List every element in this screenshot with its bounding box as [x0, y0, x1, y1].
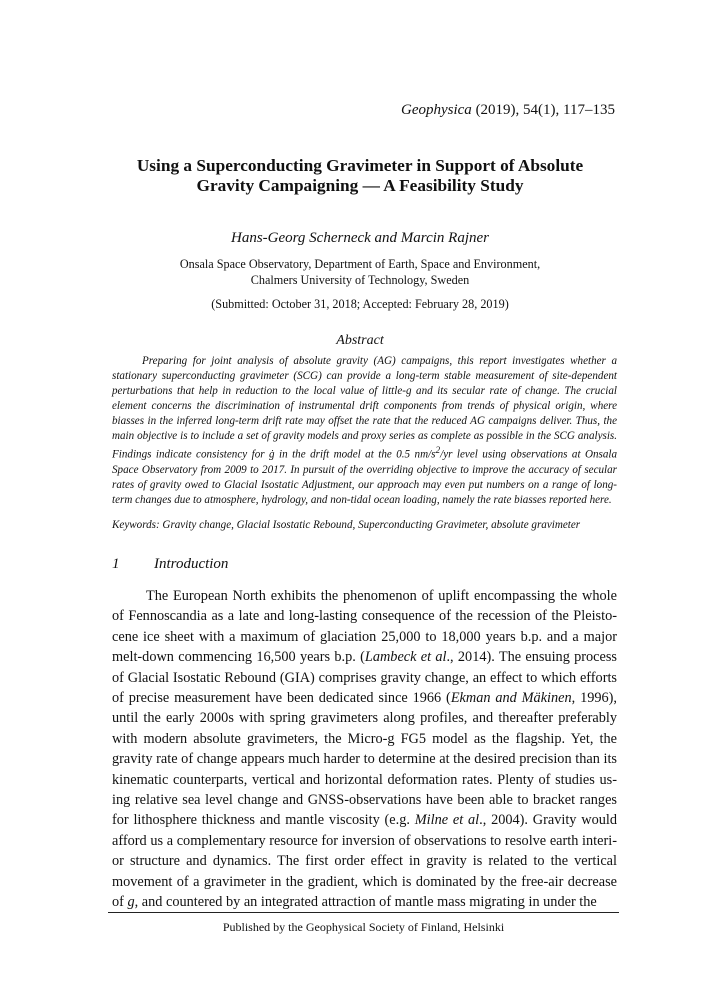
keywords: Keywords: Gravity change, Glacial Isostatic Rebound, Superconducting Gravimeter, absolute gravimeter: [112, 519, 581, 531]
abstract-part-1: Preparing for joint analysis of absolute gravity (AG) campaigns, this report investigates whether a stationary superconducting gravimeter (SCG) can provide a long-term stable measurement of site-dependent perturbations that help in reduction to the local value of little-g and its secular rate of change. The crucial element concerns the discrimination of instrumental drift components from trends of physical origin, where biasses in the inferred long-term drift rate may offset the rate that the reduced AG campaigns deliver. Thus, the main objective is to include a set of gravity models and proxy series as complete as possible in the SCG analysis. Findings indicate consistency for: [112, 355, 617, 461]
g-dot-symbol: ġ: [269, 448, 275, 461]
intro-text-3: , 1996), until the early 2000s with spring gravimeters along profiles, and thereafter preferably with modern absolute gravimeters, the Micro-g FG5 model as the flagship. Yet, the gravity rate of change appears much harder to determine at the desired precision than its kinematic counterparts, vertical and horizontal deformation rates. Plenty of studies us-ing relative sea level change and GNSS-observations have been able to bracket ranges for lithosphere thickness and mantle viscosity (e.g.: [112, 690, 617, 829]
footer-publisher: Published by the Geophysical Society of Finland, Helsinki: [222, 920, 505, 934]
abstract-superscript: 2: [435, 446, 441, 456]
citation-lambeck: Lambeck et al: [364, 649, 447, 666]
section-title: Introduction: [154, 556, 229, 572]
paper-title: [90, 156, 630, 196]
intro-text-2: ., 2014). The ensuing process of Glacial Isostatic Rebound (GIA) comprises gravity change, an effect to which efforts of precise measurement have been dedicated since 1966 (: [112, 649, 617, 707]
citation-milne: Milne et al: [414, 812, 480, 829]
affiliation: [90, 256, 630, 288]
section-number: 1: [112, 556, 120, 572]
abstract-heading: Abstract: [336, 333, 384, 348]
journal-citation: [401, 102, 615, 119]
affiliation-line-2: Chalmers University of Technology, Sweden: [250, 273, 470, 287]
intro-paragraph: [112, 586, 617, 913]
affiliation-line-1: Onsala Space Observatory, Department of Earth, Space and Environment,: [179, 257, 541, 271]
g-symbol: g: [127, 894, 135, 911]
abstract-text: [112, 354, 617, 508]
section-heading: [112, 556, 228, 573]
journal-name: Geophysica: [401, 102, 472, 118]
volume-pages: (2019), 54(1), 117–135: [471, 102, 615, 118]
intro-text-5: , and countered by an integrated attraction of mantle mass migrating in under the: [134, 894, 597, 911]
abstract-part-2: in the drift model at the 0.5 nm/s: [274, 448, 436, 461]
submission-dates: (Submitted: October 31, 2018; Accepted: February 28, 2019): [211, 297, 509, 311]
footer-rule: [108, 912, 619, 913]
title-line-1: Using a Superconducting Gravimeter in Support of Absolute: [136, 156, 584, 175]
intro-text-1: The European North exhibits the phenomenon of uplift encompassing the whole of Fennoscandia as a late and long-lasting consequence of the recession of the Pleisto-cene ice sheet with a maximum of glaciation 25,000 to 18,000 years b.p. and a major melt-down commencing 16,500 years b.p. (: [112, 588, 617, 666]
intro-text-4: ., 2004). Gravity would afford us a complementary resource for inversion of observations to resolve earth interi-or structure and dynamics. The first order effect in gravity is related to the vertical movement of a gravimeter in the gradient, which is dominated by the free-air decrease of: [112, 812, 617, 911]
title-line-2: Gravity Campaigning — A Feasibility Study: [196, 176, 524, 195]
citation-ekman: Ekman and Mäkinen: [450, 690, 572, 707]
authors: Hans-Georg Scherneck and Marcin Rajner: [231, 230, 489, 246]
abstract-part-3: /yr level using observations at Onsala Space Observatory from 2009 to 2017. In pursuit of the overriding objective to improve the accuracy of secular rates of gravity owed to Glacial Isostatic Adjustment, our approach may even put numbers on a range of long-term changes due to atmosphere, hydrology, and non-tidal ocean loading, namely the rate biasses reported here.: [112, 448, 618, 506]
